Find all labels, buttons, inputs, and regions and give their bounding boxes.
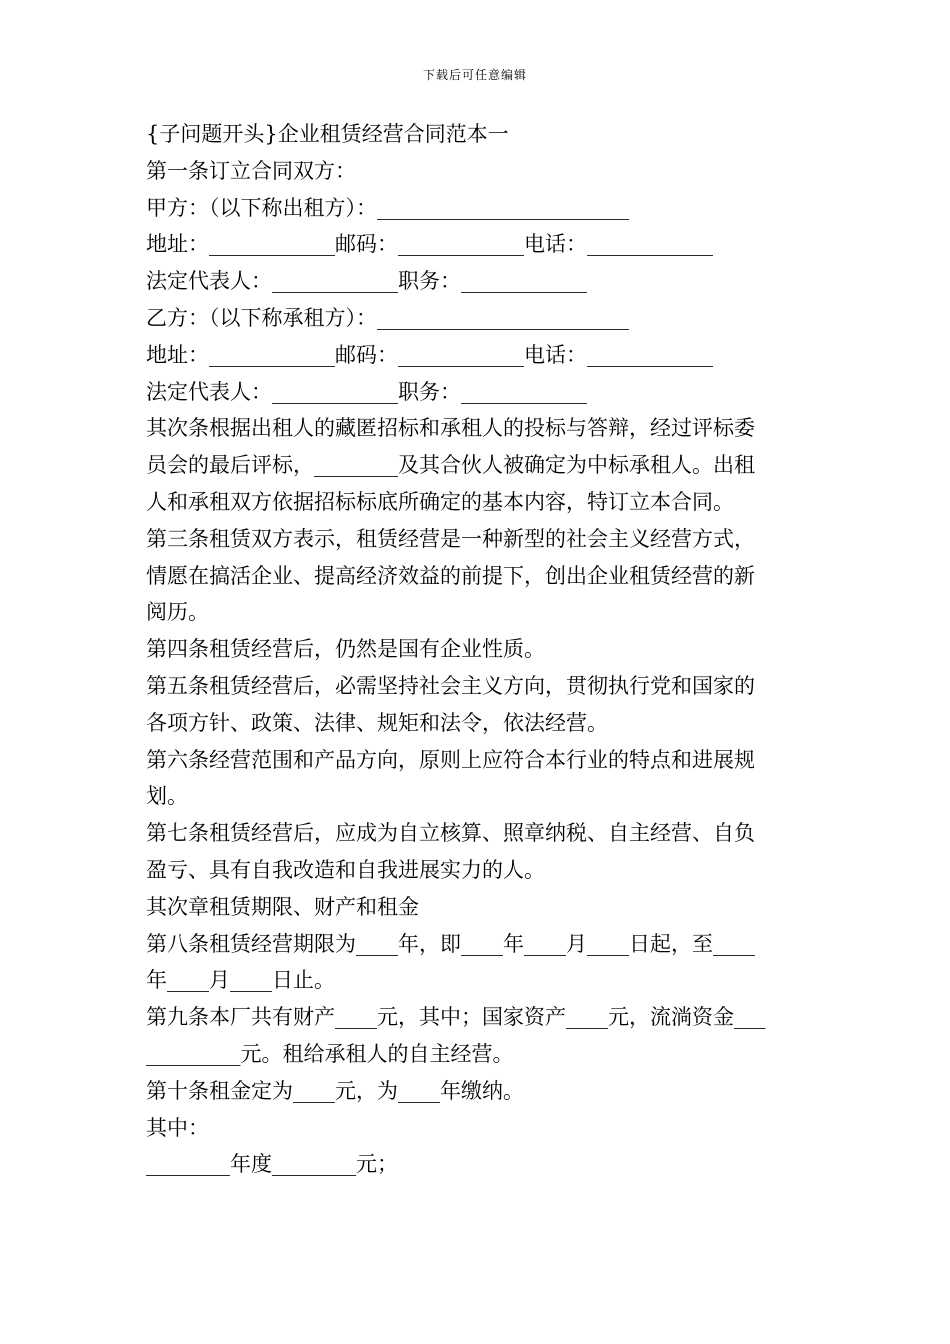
text-line: 第一条订立合同双方： [146, 158, 356, 183]
text-line: 法定代表人：____________职务：____________ [146, 269, 587, 294]
text-line: 第十条租金定为____元，为____年缴纳。 [146, 1078, 524, 1103]
text-line: 第五条租赁经营后，必需坚持社会主义方向，贯彻执行党和国家的 [146, 673, 755, 698]
text-line: 划。 [146, 784, 188, 809]
text-line: 第六条经营范围和产品方向，原则上应符合本行业的特点和进展规 [146, 747, 755, 772]
text-line: 其中： [146, 1115, 209, 1140]
page-header: 下载后可任意编辑 [422, 68, 527, 82]
text-line: _________元。租给承租人的自主经营。 [146, 1041, 514, 1066]
text-line: 第八条租赁经营期限为____年，即____年____月____日起，至____ [146, 931, 755, 956]
text-line: 第四条租赁经营后，仍然是国有企业性质。 [146, 637, 545, 662]
text-line: 地址：____________邮码：____________电话：____________ [146, 342, 713, 367]
text-line: 其次条根据出租人的藏匿招标和承租人的投标与答辩，经过评标委 [146, 416, 755, 441]
text-line: 第九条本厂共有财产____元，其中；国家资产____元，流淌资金___ [146, 1005, 766, 1030]
text-line: 年____月____日止。 [146, 968, 335, 993]
text-line: 法定代表人：____________职务：____________ [146, 379, 587, 404]
text-line: 人和承租双方依据招标标底所确定的基本内容，特订立本合同。 [146, 489, 734, 514]
text-line: 阅历。 [146, 600, 209, 625]
text-line: 地址：____________邮码：____________电话：____________ [146, 232, 713, 257]
text-line: ________年度________元； [146, 1152, 398, 1177]
text-line: 情愿在搞活企业、提高经济效益的前提下，创出企业租赁经营的新 [146, 563, 755, 588]
text-line: 各项方针、政策、法律、规矩和法令，依法经营。 [146, 710, 608, 735]
document-title: {子问题开头}企业租赁经营合同范本一 [146, 122, 509, 146]
chapter-heading: 其次章租赁期限、财产和租金 [146, 894, 419, 919]
contract-body [146, 116, 811, 1183]
text-line: 乙方：（以下称承租方）：________________________ [146, 305, 629, 330]
text-line: 员会的最后评标，________及其合伙人被确定为中标承租人。出租 [146, 453, 755, 478]
text-line: 甲方：（以下称出租方）：________________________ [146, 195, 629, 220]
text-line: 第三条租赁双方表示，租赁经营是一种新型的社会主义经营方式， [146, 526, 755, 551]
text-line: 第七条租赁经营后，应成为自立核算、照章纳税、自主经营、自负 [146, 821, 755, 846]
text-line: 盈亏、具有自我改造和自我进展实力的人。 [146, 857, 545, 882]
